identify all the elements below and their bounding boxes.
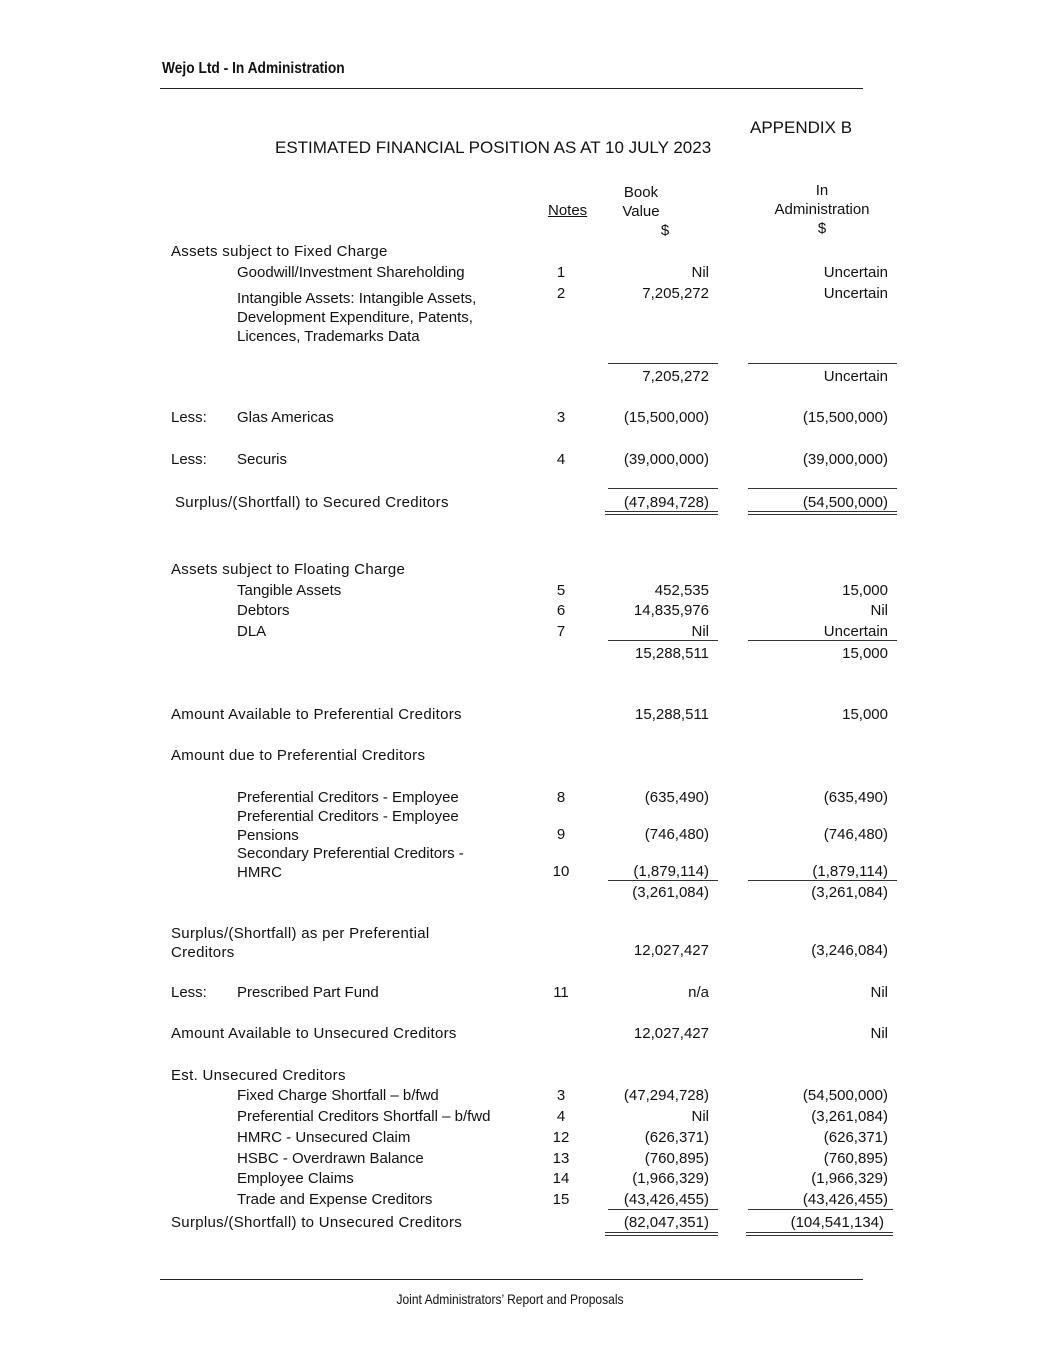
pref-subtotal-rule-book (608, 880, 718, 881)
pref-pensions-note: 9 (556, 826, 566, 843)
page-footer: Joint Administrators’ Report and Proposals (396, 1291, 624, 1307)
unsecured-row-label: Trade and Expense Creditors (237, 1191, 433, 1208)
glas-note: 3 (556, 409, 566, 426)
unsecured-row-note: 14 (552, 1170, 570, 1187)
prescribed-prefix: Less: (171, 984, 207, 1001)
glas-book: (15,500,000) (623, 409, 709, 426)
book-value-header: Book Value $ (622, 184, 670, 239)
glas-label: Glas Americas (237, 409, 334, 426)
administration-header: In Administration $ (774, 182, 870, 237)
fixed-subtotal-rule-book (608, 363, 718, 364)
intangible-admin: Uncertain (823, 285, 888, 302)
unsecured-row-book: (760,895) (644, 1150, 709, 1167)
pref-available-book: 15,288,511 (635, 706, 709, 723)
secured-surplus-rule-book (608, 488, 718, 489)
pref-subtotal-book: (3,261,084) (632, 884, 709, 901)
header-rule (160, 88, 863, 89)
pref-employee-admin: (635,490) (823, 789, 888, 806)
glas-prefix: Less: (171, 409, 207, 426)
glas-admin: (15,500,000) (802, 409, 888, 426)
pref-hmrc-note: 10 (552, 863, 570, 880)
tangible-book: 452,535 (654, 582, 709, 599)
floating-subtotal-rule-book (608, 640, 718, 641)
intangible-note: 2 (556, 285, 566, 302)
unsecured-available-label: Amount Available to Unsecured Creditors (171, 1025, 457, 1042)
unsecured-row-note: 4 (556, 1108, 566, 1125)
debtors-note: 6 (556, 602, 566, 619)
unsecured-row-admin: (626,371) (823, 1129, 888, 1146)
goodwill-admin: Uncertain (823, 264, 888, 281)
dla-note: 7 (556, 623, 566, 640)
floating-subtotal-admin: 15,000 (842, 645, 888, 662)
unsecured-row-book: Nil (691, 1108, 709, 1125)
pref-surplus-admin: (3,246,084) (811, 942, 888, 959)
debtors-label: Debtors (237, 602, 290, 619)
unsecured-surplus-label: Surplus/(Shortfall) to Unsecured Creditors (171, 1214, 463, 1231)
prescribed-note: 11 (553, 984, 569, 1001)
pref-surplus-label: Surplus/(Shortfall) as per Preferential Creditors (171, 925, 430, 961)
unsecured-row-note: 3 (556, 1087, 566, 1104)
tangible-note: 5 (556, 582, 566, 599)
secured-surplus-book: (47,894,728) (623, 494, 709, 511)
unsecured-row-note: 15 (552, 1191, 570, 1208)
debtors-admin: Nil (870, 602, 888, 619)
securis-book: (39,000,000) (623, 451, 709, 468)
unsecured-subtotal-rule-admin (748, 1209, 893, 1210)
pref-surplus-book: 12,027,427 (633, 942, 709, 959)
unsecured-heading: Est. Unsecured Creditors (171, 1067, 346, 1084)
tangible-label: Tangible Assets (237, 582, 342, 599)
intangible-book: 7,205,272 (642, 285, 709, 302)
pref-subtotal-rule-admin (748, 880, 897, 881)
unsecured-surplus-admin: (104,541,134) (790, 1214, 884, 1231)
company-header: Wejo Ltd - In Administration (162, 60, 345, 77)
unsecured-row-admin: (760,895) (823, 1150, 888, 1167)
intangible-label: Intangible Assets: Intangible Assets, Development Expenditure, Patents, Licences, Trademarks Data (237, 290, 477, 345)
notes-column-header: Notes (548, 202, 588, 219)
unsecured-available-admin: Nil (870, 1025, 888, 1042)
pref-pensions-book: (746,480) (644, 826, 709, 843)
unsecured-row-book: (47,294,728) (623, 1087, 709, 1104)
unsecured-row-note: 13 (552, 1150, 570, 1167)
securis-note: 4 (556, 451, 566, 468)
securis-admin: (39,000,000) (802, 451, 888, 468)
securis-prefix: Less: (171, 451, 207, 468)
debtors-book: 14,835,976 (633, 602, 709, 619)
unsecured-row-admin: (3,261,084) (811, 1108, 888, 1125)
unsecured-row-label: HSBC - Overdrawn Balance (237, 1150, 424, 1167)
unsecured-row-label: Fixed Charge Shortfall – b/fwd (237, 1087, 439, 1104)
unsecured-row-label: HMRC - Unsecured Claim (237, 1129, 411, 1146)
unsecured-surplus-double-rule-book (605, 1232, 718, 1236)
unsecured-row-book: (43,426,455) (623, 1191, 709, 1208)
fixed-subtotal-rule-admin (748, 363, 897, 364)
pref-employee-note: 8 (556, 789, 566, 806)
dla-label: DLA (237, 623, 267, 640)
securis-label: Securis (237, 451, 288, 468)
unsecured-available-book: 12,027,427 (633, 1025, 709, 1042)
pref-hmrc-label: Secondary Preferential Creditors - HMRC (237, 845, 464, 881)
unsecured-row-label: Preferential Creditors Shortfall – b/fwd (237, 1108, 491, 1125)
secured-surplus-double-rule-book (605, 511, 718, 515)
tangible-admin: 15,000 (842, 582, 888, 599)
pref-hmrc-admin: (1,879,114) (812, 863, 888, 880)
pref-available-admin: 15,000 (842, 706, 888, 723)
secured-surplus-rule-admin (748, 488, 897, 489)
pref-due-heading: Amount due to Preferential Creditors (171, 747, 426, 764)
unsecured-subtotal-rule-book (608, 1209, 718, 1210)
dla-admin: Uncertain (823, 623, 888, 640)
goodwill-book: Nil (691, 264, 709, 281)
pref-hmrc-book: (1,879,114) (633, 863, 709, 880)
pref-pensions-label: Preferential Creditors - Employee Pensions (237, 808, 459, 844)
pref-subtotal-admin: (3,261,084) (811, 884, 888, 901)
unsecured-row-book: (1,966,329) (632, 1170, 709, 1187)
unsecured-row-book: (626,371) (644, 1129, 709, 1146)
unsecured-row-admin: (1,966,329) (811, 1170, 888, 1187)
secured-surplus-label: Surplus/(Shortfall) to Secured Creditors (175, 494, 449, 511)
floating-subtotal-book: 15,288,511 (635, 645, 709, 662)
prescribed-label: Prescribed Part Fund (237, 984, 379, 1001)
secured-surplus-double-rule-admin (748, 511, 897, 515)
fixed-subtotal-book: 7,205,272 (642, 368, 709, 385)
pref-employee-book: (635,490) (644, 789, 709, 806)
pref-available-label: Amount Available to Preferential Creditors (171, 706, 462, 723)
unsecured-row-admin: (54,500,000) (802, 1087, 888, 1104)
unsecured-surplus-double-rule-admin (746, 1232, 893, 1236)
unsecured-row-admin: (43,426,455) (802, 1191, 888, 1208)
appendix-label: APPENDIX B (750, 118, 853, 137)
dla-book: Nil (691, 623, 709, 640)
prescribed-admin: Nil (870, 984, 888, 1001)
statement-title: ESTIMATED FINANCIAL POSITION AS AT 10 JULY 2023 (275, 138, 712, 157)
goodwill-label: Goodwill/Investment Shareholding (237, 264, 465, 281)
secured-surplus-admin: (54,500,000) (802, 494, 888, 511)
floating-subtotal-rule-admin (748, 640, 897, 641)
pref-pensions-admin: (746,480) (823, 826, 888, 843)
goodwill-note: 1 (556, 264, 566, 281)
floating-charge-heading: Assets subject to Floating Charge (171, 561, 406, 578)
fixed-subtotal-admin: Uncertain (823, 368, 888, 385)
pref-employee-label: Preferential Creditors - Employee (237, 789, 459, 806)
fixed-charge-heading: Assets subject to Fixed Charge (171, 243, 388, 260)
unsecured-row-note: 12 (552, 1129, 570, 1146)
prescribed-book: n/a (688, 984, 709, 1001)
unsecured-row-label: Employee Claims (237, 1170, 354, 1187)
unsecured-surplus-book: (82,047,351) (623, 1214, 709, 1231)
footer-rule (160, 1279, 863, 1280)
